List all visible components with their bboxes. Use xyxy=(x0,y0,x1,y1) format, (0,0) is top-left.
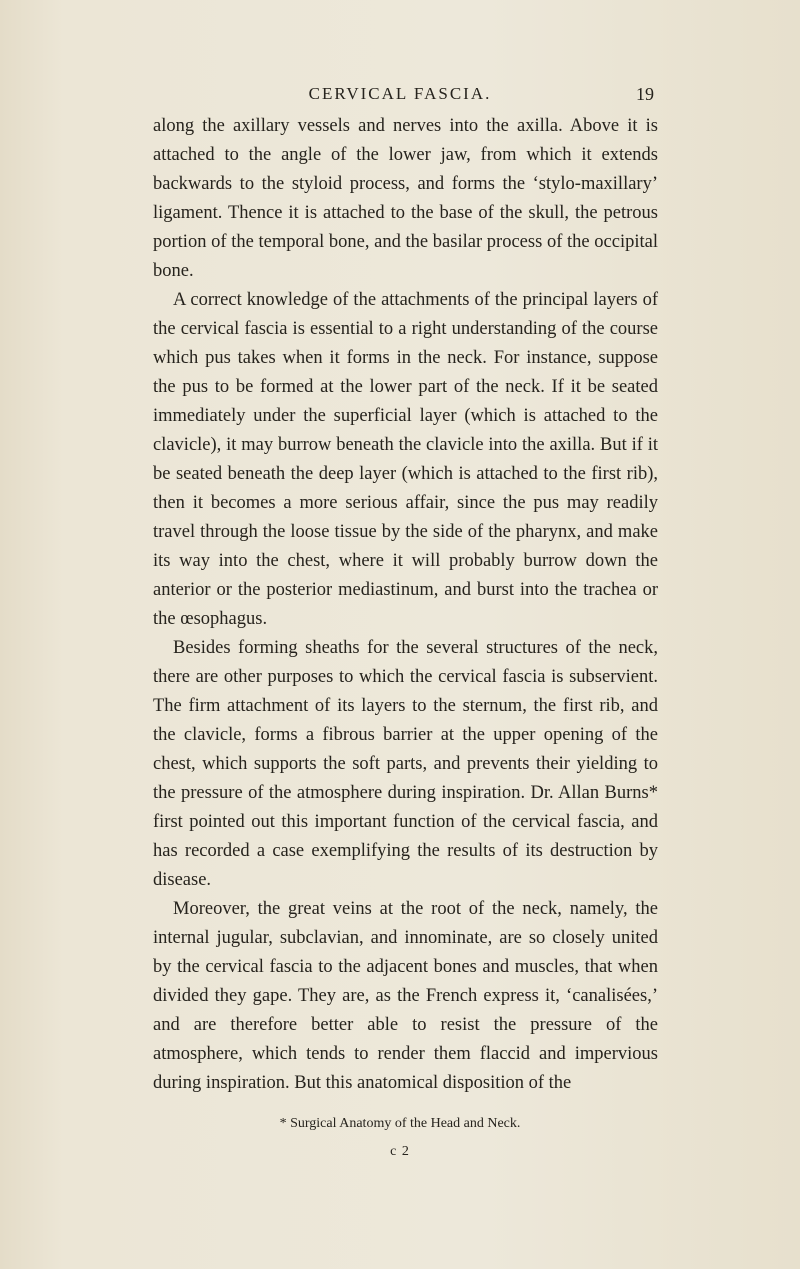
page-number: 19 xyxy=(636,84,654,104)
footnote: * Surgical Anatomy of the Head and Neck. xyxy=(279,1116,521,1131)
paragraph-4: Moreover, the great veins at the root of the neck, namely, the internal jugular, subclavian, and innominate, are so closely united by the cervical fascia to the adjacent bones and muscles, that when divided they gape. They are, as the French express it, ‘canalisées,’ and are therefore better able to resist the pressure of the atmosphere, which tends to render them flaccid and impervious during inspiration. But this anatomical disposition of the xyxy=(153,899,658,1093)
body-text xyxy=(153,112,658,1098)
paragraph-1: along the axillary vessels and nerves into the axilla. Above it is attached to the angle of the lower jaw, from which it extends backwards to the styloid process, and forms the ‘stylo-maxillary’ ligament. Thence it is attached to the base of the skull, the petrous portion of the temporal bone, and the basilar process of the occipital bone. xyxy=(153,116,658,281)
signature-mark: c 2 xyxy=(390,1144,410,1159)
running-head: CERVICAL FASCIA. xyxy=(308,84,492,103)
paragraph-2: A correct knowledge of the attachments of the principal layers of the cervical fascia is essential to a right understanding of the course which pus takes when it forms in the neck. For instance, suppose the pus to be formed at the lower part of the neck. If it be seated immediately under the superficial layer (which is attached to the clavicle), it may burrow beneath the clavicle into the axilla. But if it be seated beneath the deep layer (which is attached to the first rib), then it becomes a more serious affair, since the pus may readily travel through the loose tissue by the side of the pharynx, and make its way into the chest, where it will probably burrow down the anterior or the posterior mediastinum, and burst into the trachea or the œsophagus. xyxy=(153,290,658,629)
paragraph-3: Besides forming sheaths for the several structures of the neck, there are other purposes to which the cervical fascia is subservient. The firm attachment of its layers to the sternum, the first rib, and the clavicle, forms a fibrous barrier at the upper opening of the chest, which supports the soft parts, and prevents their yielding to the pressure of the atmosphere during inspiration. Dr. Allan Burns* first pointed out this important function of the cervical fascia, and has recorded a case exemplifying the results of its destruction by disease. xyxy=(153,638,658,890)
